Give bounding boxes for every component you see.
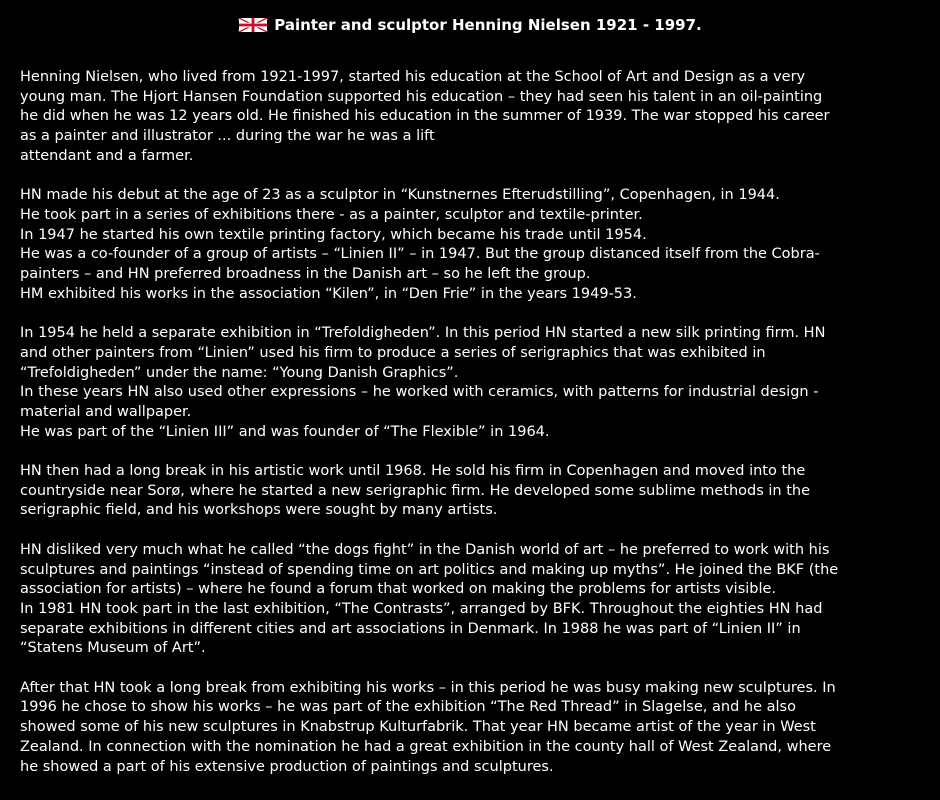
paragraph-line: HN made his debut at the age of 23 as a sculptor in “Kunstnernes Efterudstilling”, Copenhagen, in 1944. (20, 187, 780, 204)
paragraph-line: attendant and a farmer. (20, 147, 194, 164)
paragraph-line: “Trefoldigheden” under the name: “Young Danish Graphics”. (20, 364, 459, 381)
paragraph-line: association for artists) – where he found a forum that worked on making the problems for artists visible. (20, 581, 777, 598)
page-title: Painter and sculptor Henning Nielsen 1921 - 1997. (274, 16, 702, 34)
paragraph-line: painters – and HN preferred broadness in the Danish art – so he left the group. (20, 266, 591, 283)
paragraph-line: as a painter and illustrator ... during the war he was a lift (20, 128, 435, 145)
uk-flag-icon[interactable] (238, 16, 268, 38)
paragraph-line: sculptures and paintings “instead of spending time on art politics and making up myths”. He joined the BKF (the (20, 561, 839, 578)
paragraph-line: separate exhibitions in different cities and art associations in Denmark. In 1988 he was part of “Linien II” in (20, 620, 801, 637)
paragraph-line: He was part of the “Linien III” and was founder of “The Flexible” in 1964. (20, 423, 550, 440)
biography-paragraph (20, 679, 932, 778)
biography-text (20, 68, 932, 797)
biography-paragraph (20, 462, 932, 521)
paragraph-line: and other painters from “Linien” used his firm to produce a series of serigraphics that was exhibited in (20, 344, 766, 361)
paragraph-line: “Statens Museum of Art”. (20, 640, 206, 657)
biography-paragraph (20, 68, 932, 167)
paragraph-line: In 1947 he started his own textile printing factory, which became his trade until 1954. (20, 226, 647, 243)
paragraph-line: he did when he was 12 years old. He finished his education in the summer of 1939. The war stopped his career (20, 108, 830, 125)
paragraph-line: After that HN took a long break from exhibiting his works – in this period he was busy making new sculptures. In (20, 679, 836, 696)
paragraph-line: He took part in a series of exhibitions there - as a painter, sculptor and textile-printer. (20, 206, 643, 223)
paragraph-line: HM exhibited his works in the association “Kilen”, in “Den Frie” in the years 1949-53. (20, 285, 637, 302)
paragraph-line: Henning Nielsen, who lived from 1921-1997, started his education at the School of Art and Design as a very (20, 69, 806, 85)
biography-paragraph (20, 186, 932, 304)
paragraph-line: he showed a part of his extensive production of paintings and sculptures. (20, 758, 554, 775)
paragraph-line: In 1981 HN took part in the last exhibition, “The Contrasts”, arranged by BFK. Throughout the eighties HN had (20, 600, 823, 617)
paragraph-line: material and wallpaper. (20, 403, 192, 420)
biography-paragraph (20, 324, 932, 442)
paragraph-line: Zealand. In connection with the nomination he had a great exhibition in the county hall of West Zealand, where (20, 738, 832, 755)
paragraph-line: 1996 he chose to show his works – he was part of the exhibition “The Red Thread” in Slagelse, and he also (20, 699, 796, 716)
paragraph-line: young man. The Hjort Hansen Foundation supported his education – they had seen his talent in an oil-painting (20, 88, 823, 105)
paragraph-line: showed some of his new sculptures in Knabstrup Kulturfabrik. That year HN became artist of the year in West (20, 719, 816, 736)
paragraph-line: HN disliked very much what he called “the dogs fight” in the Danish world of art – he preferred to work with his (20, 541, 830, 558)
paragraph-line: In 1954 he held a separate exhibition in “Trefoldigheden”. In this period HN started a new silk printing firm. HN (20, 325, 826, 342)
paragraph-line: HN then had a long break in his artistic work until 1968. He sold his firm in Copenhagen and moved into the (20, 463, 806, 480)
paragraph-line: He was a co-founder of a group of artists – “Linien II” – in 1947. But the group distanced itself from the Cobra- (20, 246, 820, 263)
paragraph-line: In these years HN also used other expressions – he worked with ceramics, with patterns for industrial design - (20, 384, 819, 401)
paragraph-line: serigraphic field, and his workshops were sought by many artists. (20, 502, 498, 519)
paragraph-line: countryside near Sorø, where he started a new serigraphic firm. He developed some sublime methods in the (20, 482, 811, 499)
biography-paragraph (20, 541, 932, 659)
page-title-row (0, 14, 940, 38)
